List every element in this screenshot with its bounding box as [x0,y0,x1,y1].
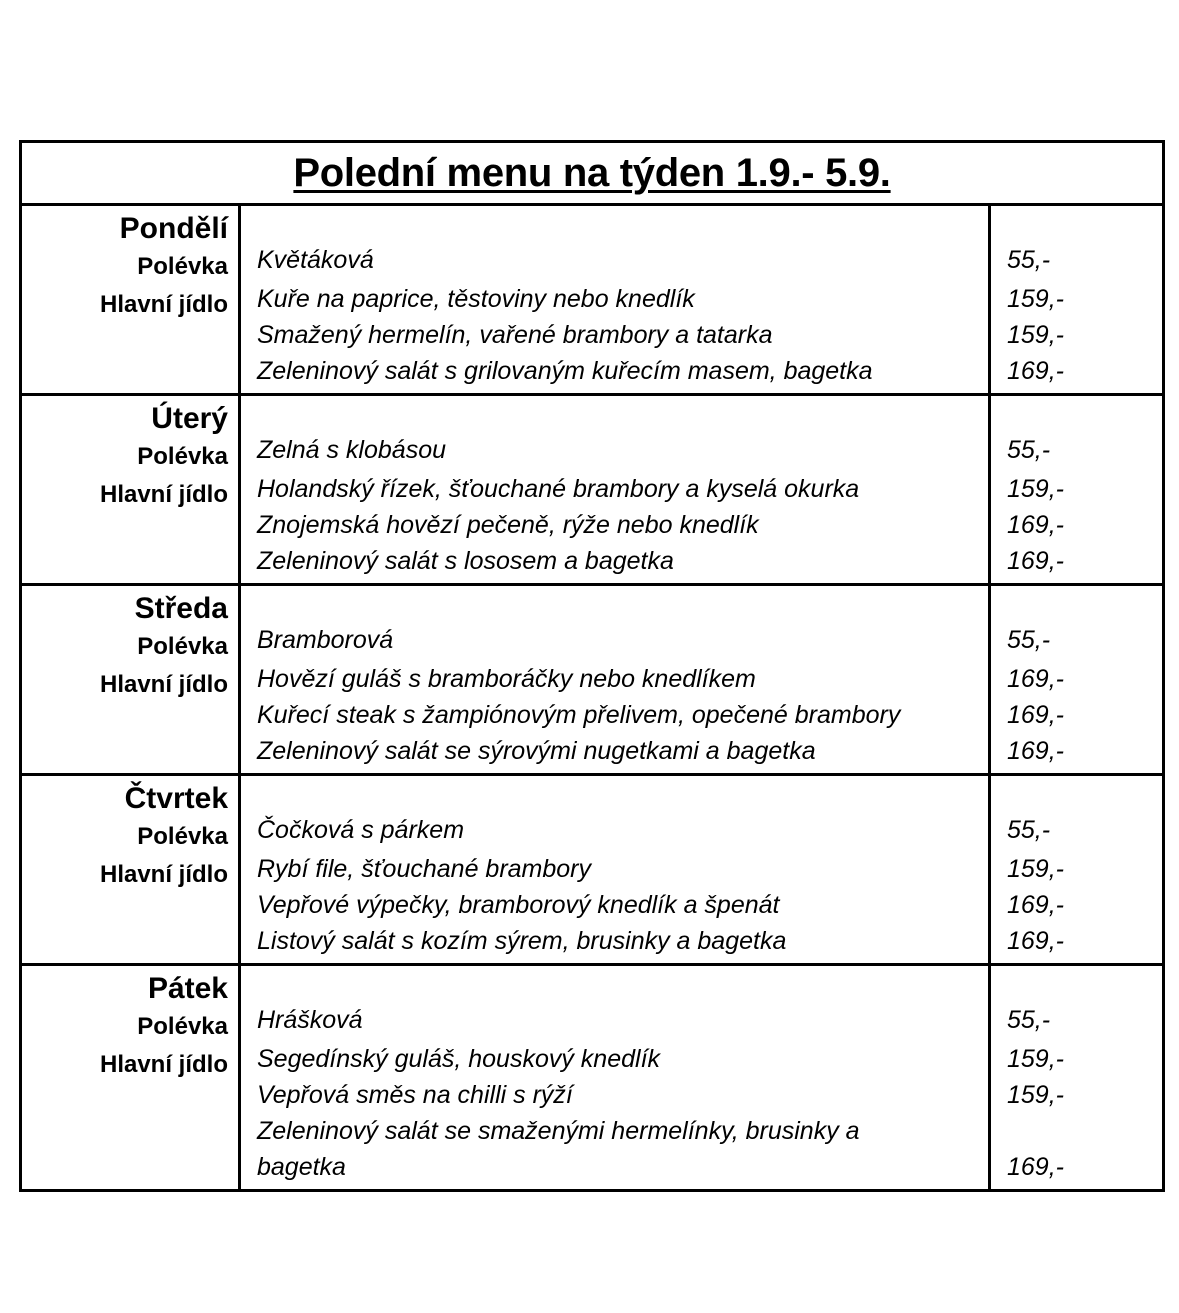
dish-item: Zeleninový salát s grilovaným kuřecím masem, bagetka [257,357,873,385]
menu-title: Polední menu na týden 1.9.- 5.9. [293,151,891,195]
dish-item: Segedínský guláš, houskový knedlík [257,1045,661,1073]
day-name: Středa [134,592,228,625]
title-row [22,143,1162,206]
soup-label: Polévka [137,823,228,850]
prices-column [991,966,1162,1189]
prices-column [991,776,1162,963]
dish-item-continuation: bagetka [257,1153,346,1181]
dish-item: Zeleninový salát se sýrovými nugetkami a bagetka [257,737,816,765]
soup-label: Polévka [137,253,228,280]
dish-item: Smažený hermelín, vařené brambory a tatarka [257,321,773,349]
day-name: Úterý [151,402,228,435]
main-label: Hlavní jídlo [99,1051,228,1078]
dish-item: Holandský řízek, šťouchané brambory a kyselá okurka [257,475,860,503]
prices-column [991,206,1162,393]
day-labels [22,396,241,583]
price: 159,- [1007,321,1064,349]
price-spacer [1007,1113,1162,1149]
day-name: Pátek [147,972,228,1005]
price: 55,- [1007,816,1051,844]
price: 55,- [1007,1006,1051,1034]
dish-item: Kuře na paprice, těstoviny nebo knedlík [257,285,695,313]
day-labels [22,586,241,773]
price: 159,- [1007,1081,1064,1109]
soup-label: Polévka [137,443,228,470]
dish-item: Čočková s párkem [257,816,465,844]
dish-item: Vepřová směs na chilli s rýží [257,1081,573,1109]
price: 169,- [1007,665,1064,693]
price: 169,- [1007,737,1064,765]
day-row-friday [22,966,1162,1189]
dish-item: Zeleninový salát s lososem a bagetka [257,547,674,575]
day-labels [22,966,241,1189]
price: 169,- [1007,547,1064,575]
day-row-monday [22,206,1162,396]
dish-item: Kuřecí steak s žampiónovým přelivem, opečené brambory [257,701,901,729]
dish-item: Vepřové výpečky, bramborový knedlík a špenát [257,891,780,919]
dish-item: Zeleninový salát se smaženými hermelínky, brusinky a [257,1117,860,1145]
prices-column [991,396,1162,583]
day-labels [22,206,241,393]
price: 159,- [1007,475,1064,503]
dish-item: Listový salát s kozím sýrem, brusinky a bagetka [257,927,787,955]
dishes-column [241,586,991,773]
dish-item: Zelná s klobásou [257,436,447,464]
dish-item: Bramborová [257,626,394,654]
price: 55,- [1007,626,1051,654]
price: 169,- [1007,1153,1064,1181]
price: 55,- [1007,436,1051,464]
price: 169,- [1007,701,1064,729]
main-label: Hlavní jídlo [99,481,228,508]
day-name: Čtvrtek [124,782,228,815]
soup-label: Polévka [137,633,228,660]
price: 159,- [1007,855,1064,883]
dishes-column [241,776,991,963]
price: 169,- [1007,927,1064,955]
main-label: Hlavní jídlo [99,861,228,888]
price: 169,- [1007,891,1064,919]
dish-item: Hrášková [257,1006,363,1034]
dish-item: Hovězí guláš s bramboráčky nebo knedlíkem [257,665,756,693]
day-labels [22,776,241,963]
price: 159,- [1007,285,1064,313]
dishes-column [241,966,991,1189]
weekly-menu-table [19,140,1165,1192]
price: 159,- [1007,1045,1064,1073]
dishes-column [241,206,991,393]
dish-item: Květáková [257,246,374,274]
price: 169,- [1007,511,1064,539]
price: 169,- [1007,357,1064,385]
prices-column [991,586,1162,773]
main-label: Hlavní jídlo [99,291,228,318]
day-row-tuesday [22,396,1162,586]
dish-item: Znojemská hovězí pečeně, rýže nebo knedlík [257,511,759,539]
main-label: Hlavní jídlo [99,671,228,698]
price: 55,- [1007,246,1051,274]
day-name: Pondělí [119,212,228,245]
day-row-thursday [22,776,1162,966]
soup-label: Polévka [137,1013,228,1040]
day-row-wednesday [22,586,1162,776]
dishes-column [241,396,991,583]
dish-item: Rybí file, šťouchané brambory [257,855,592,883]
